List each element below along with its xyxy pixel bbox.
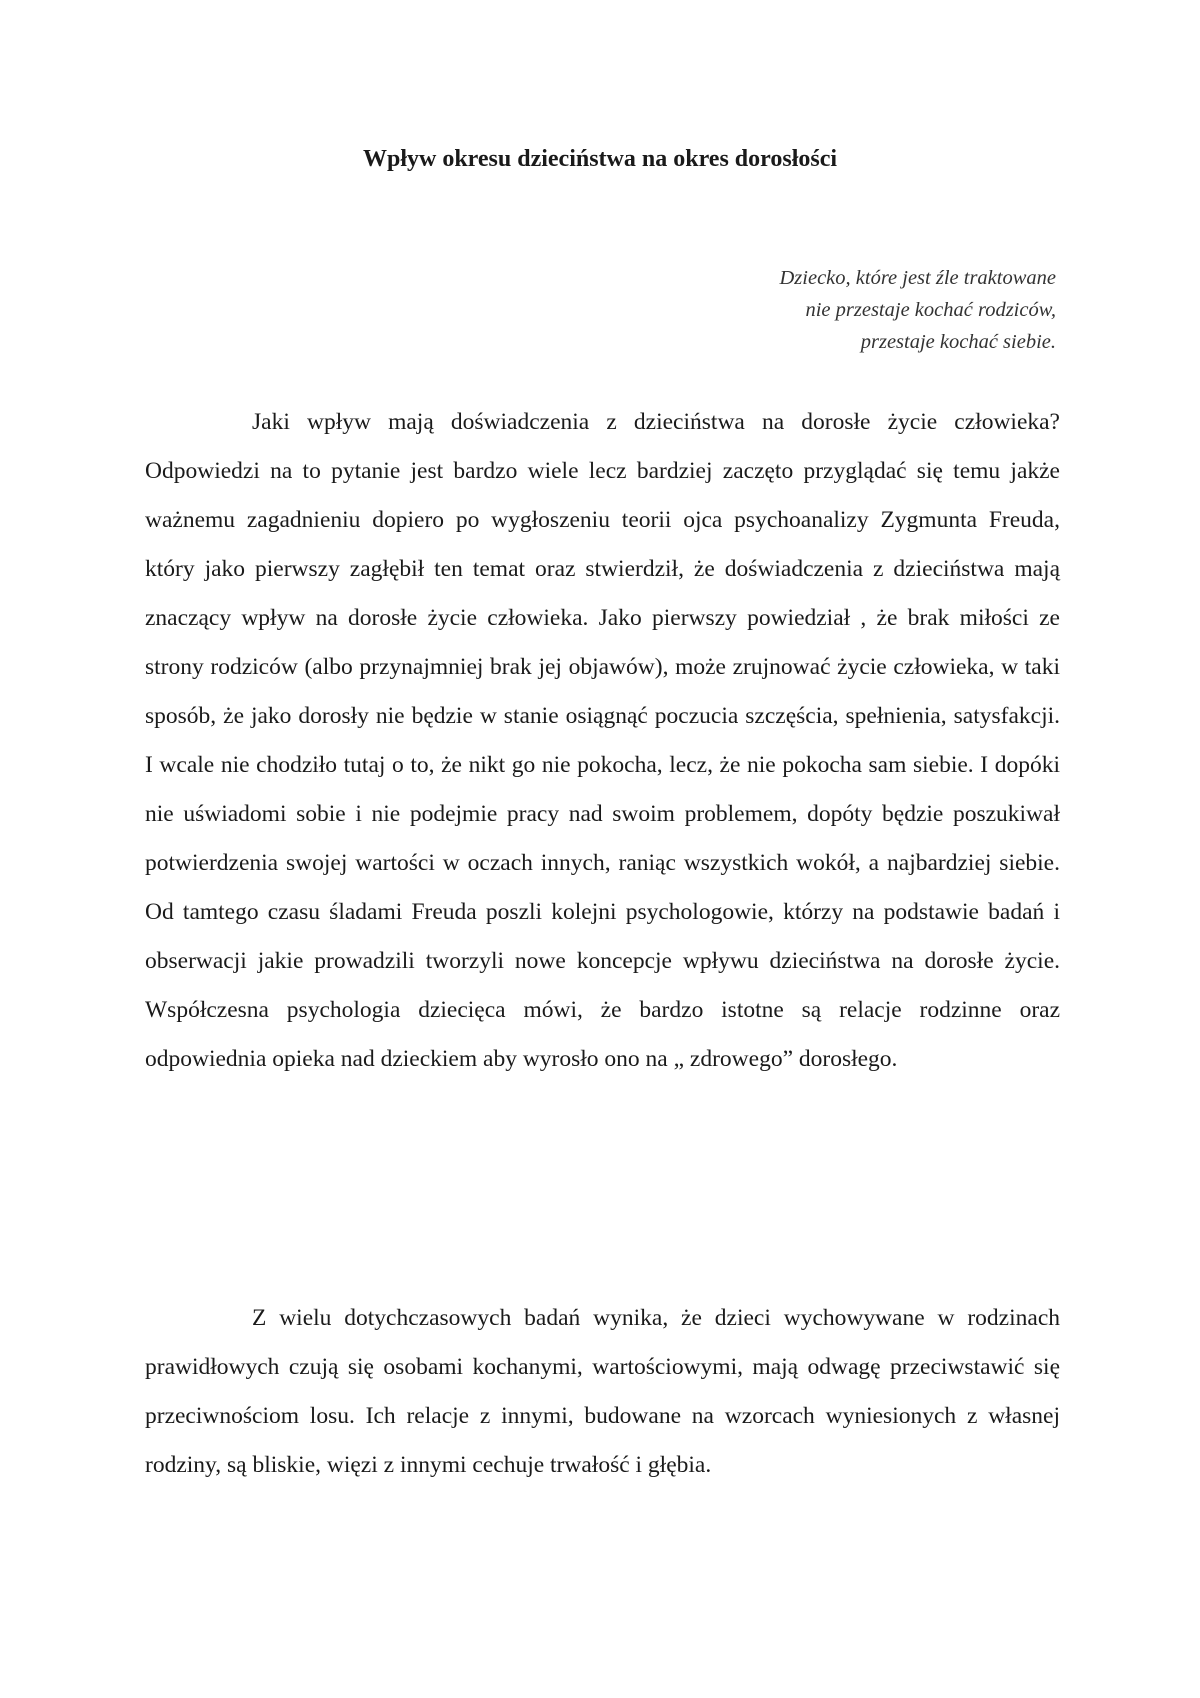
document-title: Wpływ okresu dzieciństwa na okres dorosłości xyxy=(362,146,838,172)
motto-line: przestaje kochać siebie. xyxy=(860,331,1056,353)
paragraph-2: Z wielu dotychczasowych badań wynika, że dzieci wychowywane w rodzinach prawidłowych czują się osobami kochanymi, wartościowymi, mają odwagę przeciwstawić się przeciwnościom losu. Ich relacje z innymi, budowane na wzorcach wyniesionych z własnej rodziny, są bliskie, więzi z innymi cechuje trwałość i głębia. xyxy=(145,1305,1060,1478)
motto-line: Dziecko, które jest źle traktowane xyxy=(779,267,1056,289)
motto-quote xyxy=(780,262,1057,358)
motto-line: nie przestaje kochać rodziców, xyxy=(805,299,1056,321)
paragraph-1: Jaki wpływ mają doświadczenia z dzieciństwa na dorosłe życie człowieka? Odpowiedzi na to pytanie jest bardzo wiele lecz bardziej zaczęto przyglądać się temu jakże ważnemu zagadnieniu dopiero po wygłoszeniu teorii ojca psychoanalizy Zygmunta Freuda, który jako pierwszy zagłębił ten temat oraz stwierdził, że doświadczenia z dzieciństwa mają znaczący wpływ na dorosłe życie człowieka. Jako pierwszy powiedział , że brak miłości ze strony rodziców (albo przynajmniej brak jej objawów), może zrujnować życie człowieka, w taki sposób, że jako dorosły nie będzie w stanie osiągnąć poczucia szczęścia, spełnienia, satysfakcji. I wcale nie chodziło tutaj o to, że nikt go nie pokocha, lecz, że nie pokocha sam siebie. I dopóki nie uświadomi sobie i nie podejmie pracy nad swoim problemem, dopóty będzie poszukiwał potwierdzenia swojej wartości w oczach innych, raniąc wszystkich wokół, a najbardziej siebie. Od tamtego czasu śladami Freuda poszli kolejni psychologowie, którzy na podstawie badań i obserwacji jakie prowadzili tworzyli nowe koncepcje wpływu dzieciństwa na dorosłe życie. Współczesna psychologia dziecięca mówi, że bardzo istotne są relacje rodzinne oraz odpowiednia opieka nad dzieckiem aby wyrosło ono na „ zdrowego” dorosłego. xyxy=(145,409,1060,1072)
